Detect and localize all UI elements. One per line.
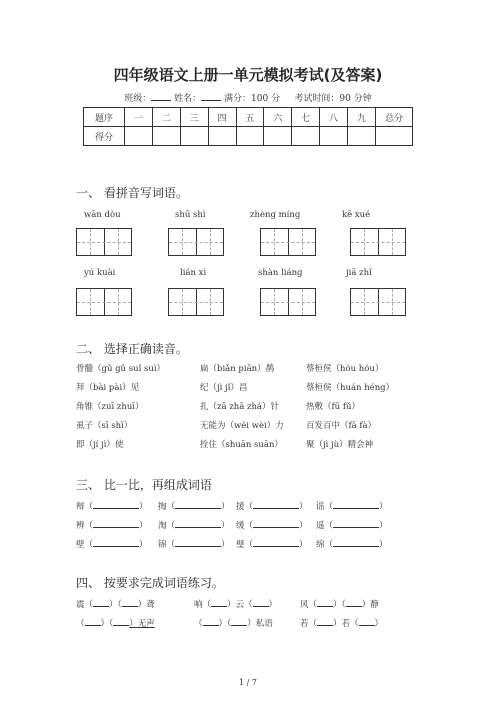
idiom-text: ）私语 [247, 619, 273, 629]
reading-question: 角锥（zuī zhuī） [76, 402, 144, 412]
idiom-text: （ [76, 619, 85, 629]
idiom-text: ）聋 [137, 600, 155, 610]
page-number: 1 / 7 [239, 678, 257, 687]
answer-blank[interactable] [253, 519, 299, 528]
pinyin-label: jiā zhǐ [346, 268, 372, 278]
writing-grid[interactable] [76, 228, 132, 256]
reading-question: 蔡桓侯（huán héng） [306, 383, 395, 393]
idiom-item [194, 617, 273, 629]
compare-char: 援 [236, 502, 245, 512]
exam-info [0, 91, 496, 104]
pinyin-label: shàn liáng [258, 268, 303, 278]
answer-blank[interactable] [253, 500, 299, 509]
reading-question: 蔡桓侯（hóu hóu） [306, 364, 384, 374]
name-blank[interactable] [201, 92, 221, 101]
reading-question: 纪（jì jǐ）昌 [200, 383, 248, 393]
idiom-item [76, 617, 155, 629]
score-table [83, 107, 413, 146]
compare-char: 掏 [158, 502, 167, 512]
idiom-text: ）（ [109, 600, 122, 610]
score-cell[interactable] [292, 127, 320, 146]
idiom-item [300, 598, 379, 610]
idiom-text: ） [268, 600, 278, 610]
score-cell[interactable] [236, 127, 264, 146]
answer-blank[interactable] [359, 617, 375, 626]
header-cell: 三 [180, 108, 208, 127]
pinyin-label: lián xì [180, 268, 207, 278]
idiom-text: ）（ [100, 619, 114, 629]
writing-grid[interactable] [260, 288, 316, 316]
compare-char: 淘 [158, 521, 167, 531]
compare-item: 遥（ ） [316, 521, 388, 531]
compare-char: 锦 [158, 540, 167, 550]
class-blank[interactable] [151, 92, 171, 101]
answer-blank[interactable] [253, 598, 269, 607]
idiom-text: 风（ [300, 600, 318, 610]
writing-grid[interactable] [168, 228, 224, 256]
score-cell[interactable] [264, 127, 292, 146]
answer-blank[interactable] [211, 598, 227, 607]
reading-question: 骨髓（gǔ gǔ suǐ suì） [76, 364, 166, 374]
idiom-text: ）静 [361, 600, 379, 610]
answer-blank[interactable] [175, 500, 221, 509]
compare-char: 绵 [316, 540, 325, 550]
header-cell: 四 [208, 108, 236, 127]
compare-char: 壁 [76, 540, 85, 550]
answer-blank[interactable] [333, 500, 379, 509]
score-row [84, 127, 413, 146]
writing-grid[interactable] [350, 228, 406, 256]
reading-question: 无能为（wéi wèi）力 [200, 421, 284, 431]
compare-item: 谣（ ） [316, 502, 388, 512]
score-row-label: 得分 [84, 127, 125, 146]
reading-question: 扁（biǎn piān）鹊 [200, 364, 275, 374]
idiom-item [194, 598, 277, 610]
header-cell: 五 [236, 108, 264, 127]
score-cell[interactable] [376, 127, 413, 146]
score-header-row [84, 108, 413, 127]
header-cell: 八 [320, 108, 348, 127]
answer-blank[interactable] [175, 538, 221, 547]
idiom-text: ）（ [218, 619, 232, 629]
section1-heading: 一、 看拼音写词语。 [76, 186, 188, 200]
score-cell[interactable] [348, 127, 376, 146]
reading-question: 即（jí jì）使 [76, 440, 124, 450]
answer-blank[interactable] [317, 598, 333, 607]
compare-char: 辩 [76, 502, 85, 512]
pinyin-label: yú kuài [84, 268, 116, 278]
answer-blank[interactable] [93, 538, 139, 547]
answer-blank[interactable] [113, 617, 129, 626]
idiom-item [76, 598, 155, 610]
header-cell: 题序 [84, 108, 125, 127]
answer-blank[interactable] [122, 598, 138, 607]
answer-blank[interactable] [85, 617, 101, 626]
idiom-item [300, 617, 383, 629]
score-cell[interactable] [180, 127, 208, 146]
compare-item: 掏（ ） [158, 502, 230, 512]
writing-grid[interactable] [168, 288, 224, 316]
idiom-text: 若（ [300, 619, 318, 629]
header-cell: 总分 [376, 108, 413, 127]
idiom-text: 响（ [194, 600, 212, 610]
pinyin-label: shū shì [175, 210, 206, 220]
compare-item: 绵（ ） [316, 540, 388, 550]
reading-question: 虱子（sī shī） [76, 421, 133, 431]
compare-char: 缓 [236, 521, 245, 531]
answer-blank[interactable] [93, 519, 139, 528]
answer-blank[interactable] [317, 617, 333, 626]
name-label: 姓名： [174, 94, 202, 104]
section4-heading: 四、 按要求完成词语练习。 [76, 576, 224, 590]
answer-blank[interactable] [333, 519, 379, 528]
answer-blank[interactable] [203, 617, 219, 626]
section3-heading: 三、 比一比，再组成词语 [76, 478, 212, 492]
writing-grid[interactable] [76, 288, 132, 316]
compare-char: 遥 [316, 521, 325, 531]
idiom-text: 震（ [76, 600, 94, 610]
score-cell[interactable] [320, 127, 348, 146]
compare-item: 淘（ ） [158, 521, 230, 531]
pinyin-label: zhèng míng [250, 210, 301, 220]
answer-blank[interactable] [175, 519, 221, 528]
writing-grid[interactable] [260, 228, 316, 256]
answer-blank[interactable] [253, 538, 299, 547]
idiom-text: ）（ [333, 600, 346, 610]
score-cell[interactable] [152, 127, 180, 146]
compare-char: 谣 [316, 502, 325, 512]
time-label: 考试时间：90 分钟 [294, 94, 372, 104]
page-title: 四年级语文上册一单元模拟考试(及答案) [113, 66, 383, 84]
reading-question: 拜（bài pài）见 [76, 383, 140, 393]
writing-grid[interactable] [350, 288, 406, 316]
compare-item: 援（ ） [236, 502, 308, 512]
score-label: 满分：100 分 [224, 94, 281, 104]
pinyin-label: wān dòu [84, 210, 121, 220]
idiom-text: ）若（ [333, 619, 359, 629]
compare-item: 辨（ ） [76, 521, 148, 531]
compare-item: 辩（ ） [76, 502, 148, 512]
score-cell[interactable] [125, 127, 153, 146]
section2-heading: 二、 选择正确读音。 [76, 342, 188, 356]
score-cell[interactable] [208, 127, 236, 146]
reading-question: 扎（zā zhā zhá）针 [200, 402, 279, 412]
idiom-text: ） [374, 619, 384, 629]
answer-blank[interactable] [231, 617, 247, 626]
header-cell: 一 [125, 108, 153, 127]
compare-item: 锦（ ） [158, 540, 230, 550]
reading-question: 聚（jì jù）精会神 [306, 440, 374, 450]
reading-question: 热敷（fū fǔ） [306, 402, 360, 412]
answer-blank[interactable] [333, 538, 379, 547]
answer-blank[interactable] [93, 500, 139, 509]
answer-blank[interactable] [346, 598, 362, 607]
reading-question: 百发百中（fā fà） [306, 421, 377, 431]
compare-char: 辨 [76, 521, 85, 531]
idiom-text: ）云（ [227, 600, 253, 610]
compare-char: 璧 [236, 540, 245, 550]
header-cell: 七 [292, 108, 320, 127]
answer-blank[interactable] [93, 598, 109, 607]
compare-item: 璧（ ） [236, 540, 308, 550]
compare-item: 缓（ ） [236, 521, 308, 531]
pinyin-label: kē xué [342, 210, 371, 220]
idiom-text: ）无声 [129, 619, 155, 629]
compare-item: 壁（ ） [76, 540, 148, 550]
reading-question: 拴住（shuān suān） [200, 440, 283, 450]
header-cell: 九 [348, 108, 376, 127]
header-cell: 六 [264, 108, 292, 127]
header-cell: 二 [152, 108, 180, 127]
class-label: 班级： [124, 94, 152, 104]
idiom-text: （ [194, 619, 203, 629]
